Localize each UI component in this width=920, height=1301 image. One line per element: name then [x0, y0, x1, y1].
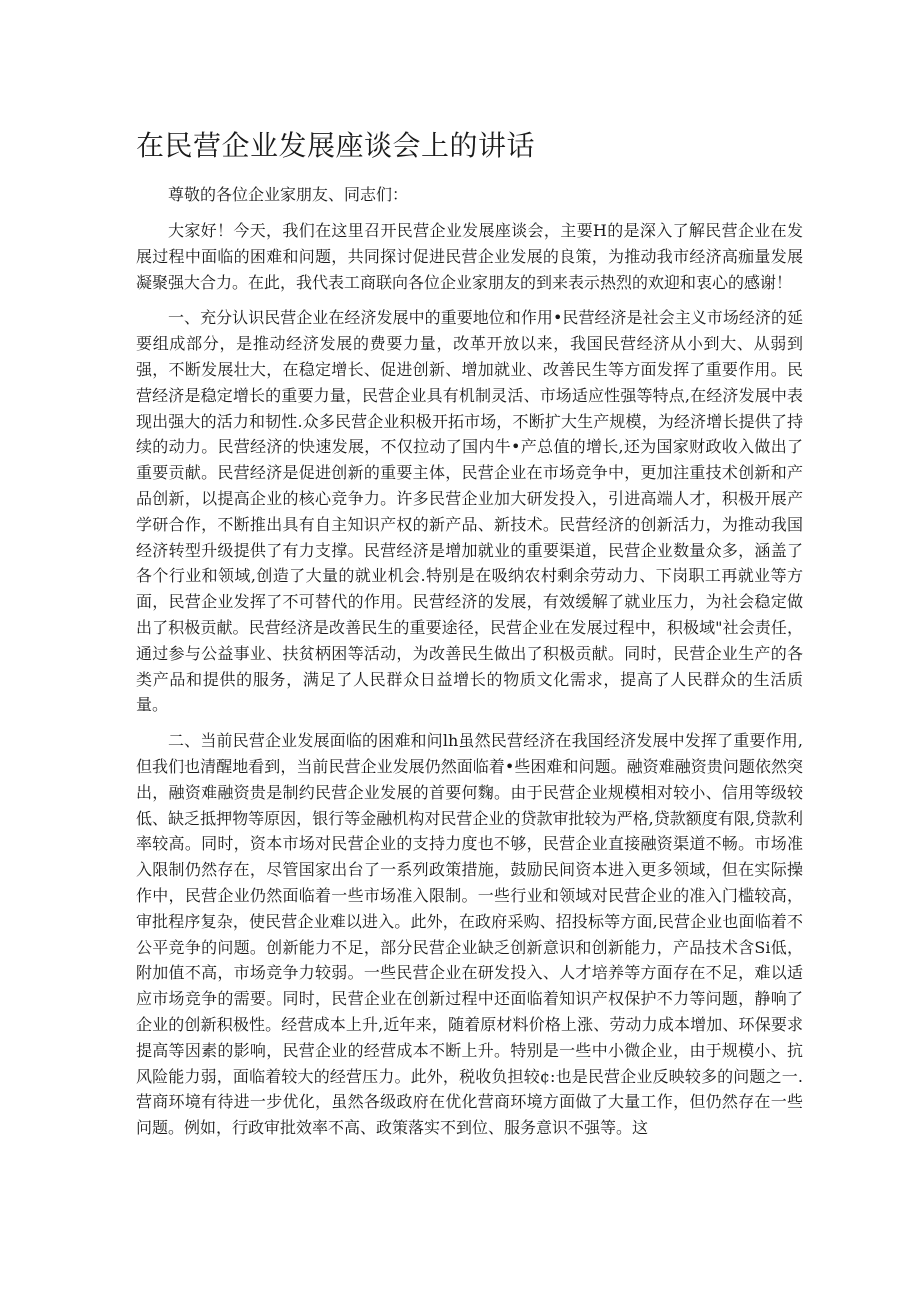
paragraph-section-two: 二、当前民营企业发展面临的困难和问lh虽然民营经济在我国经济发展中发挥了重要作用,但我们也清醒地看到，当前民营企业发展仍然面临着•些困难和问题。融资难融资贵问题依然突出，融资难融资贵是制约民营企业发展的首要何麴。由于民营企业规模相对较小、信用等级较低、缺乏抵押物等原因，银行等金融机构对民营企业的贷款审批较为严格,贷款额度有限,贷款利率较高。同时，资本市场对民营企业的支持力度也不够，民营企业直接融资渠道不畅。市场准入限制仍然存在，尽管国家出台了一系列政策措施，鼓励民间资本进入更多领域，但在实际操作中，民营企业仍然面临着一些市场准入限制。一些行业和领域对民营企业的准入门槛较高，审批程序复杂，使民营企业难以进入。此外，在政府采购、招投标等方面,民营企业也面临着不公平竞争的问题。创新能力不足，部分民营企业缺乏创新意识和创新能力，产品技术含Si低，附加值不高，市场竞争力较弱。一些民营企业在研发投入、人才培养等方面存在不足，难以适应市场竞争的需要。同时，民营企业在创新过程中还面临着知识产权保护不力等问题，静响了企业的创新积极性。经营成本上升,近年来，随着原材料价格上涨、劳动力成本增加、环保要求提高等因素的影响，民营企业的经营成本不断上升。特别是一些中小微企业，由于规模小、抗风险能力弱，面临着较大的经营压力。此外，税收负担较¢:也是民营企业反映较多的问题之一.营商环境有待进一步优化，虽然各级政府在优化营商环境方面做了大量工作，但仍然存在一些问题。例如，行政审批效率不高、政策落实不到位、服务意识不强等。这	[136, 731, 803, 1138]
paragraph-section-one: 一、充分认识民营企业在经济发展中的重要地位和作用•民营经济是社会主义市场经济的延要组成部分，是推动经济发展的费要力量，改革开放以来，我国民营经济从小到大、从弱到强，不断发展壮大，在稳定增长、促进创新、增加就业、改善民生等方面发挥了重要作用。民营经济是稳定增长的重要力量，民营企业具有机制灵活、市场适应性强等特点,在经济发展中表现出强大的活力和韧性.众多民营企业积极开拓市场，不断扩大生产规模，为经济增长提供了持续的动力。民营经济的快速发展，不仅拉动了国内牛•产总值的增长,还为国家财政收入做出了重要贡献。民营经济是促进创新的重要主体，民营企业在市场竞争中，更加注重技术创新和产品创新，以提高企业的核心竞争力。许多民营企业加大研发投入，引进高端人才，积极开展产学研合作，不断推出具有自主知识产权的新产品、新技术。民营经济的创新活力，为推动我国经济转型升级提供了有力支撑。民营经济是增加就业的重要渠道，民营企业数量众多，涵盖了各个行业和领域,创造了大量的就业机会.特别是在吸纳农村剩余劳动力、下岗职工再就业等方面，民营企业发挥了不可替代的作用。民营经济的发展，有效缓解了就业压力，为社会稳定做出了积极贡献。民营经济是改善民生的重要途径，民营企业在发展过程中，积极域"社会责任，通过参与公益事业、扶贫柄困等活动，为改善民生做出了积极贡献。同时，民营企业生产的各类产品和提供的服务，满足了人民群众日益增长的物质文化需求，提高了人民群众的生活质量。	[136, 308, 803, 715]
salutation: 尊敬的各位企业家朋友、同志们：	[168, 185, 409, 204]
paragraph-opening: 大家好！今天，我们在这里召开民营企业发展座谈会，主要H的是深入了解民营企业在发展过程中面临的困难和问题，共同探讨促进民营企业发展的良策，为推动我市经济高痂量发展凝聚强大合力。在此，我代表工商联向各位企业家朋友的到来表示热烈的欢迎和衷心的感谢！	[136, 221, 803, 292]
document-title: 在民营企业发展座谈会上的讲话	[136, 129, 536, 162]
